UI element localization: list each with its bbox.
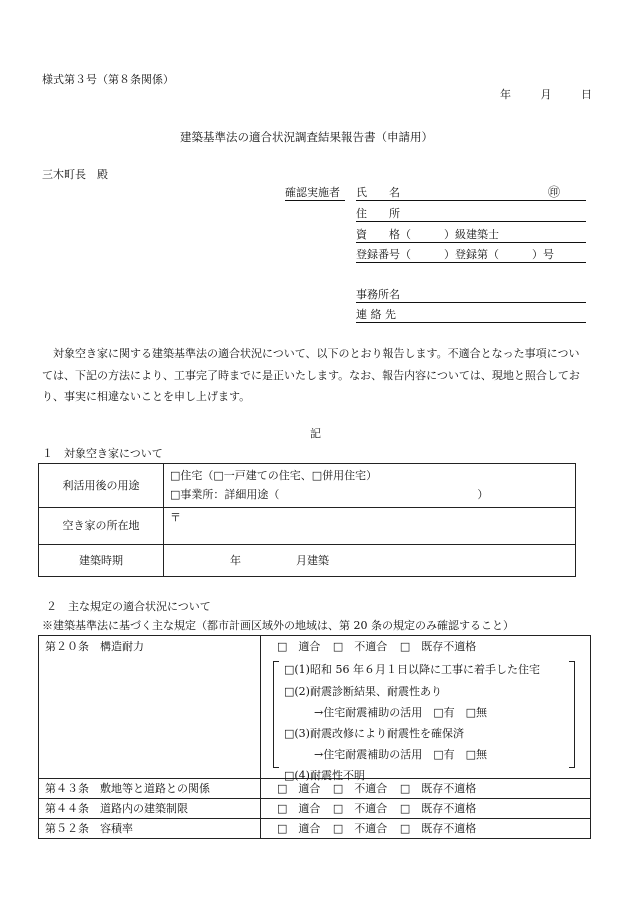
seismic-detail-box: [277, 654, 590, 782]
section1-heading: １ 対象空き家について: [42, 447, 163, 460]
address-field[interactable]: [356, 221, 586, 222]
article-52-option-existing[interactable]: □ 既存不適格: [399, 821, 477, 835]
registration-field[interactable]: [356, 262, 586, 263]
section1-table: [38, 463, 576, 577]
location-cell[interactable]: [164, 508, 576, 545]
article-20-option-compliant[interactable]: □ 適合: [277, 640, 321, 653]
location-label: 空き家の所在地: [39, 508, 164, 545]
registration-label: 登録番号（ ）登録第（ ）号: [356, 248, 554, 261]
article-43-option-existing[interactable]: □ 既存不適格: [399, 781, 477, 795]
article-43-option-compliant[interactable]: □ 適合: [277, 781, 321, 795]
name-label: 氏 名: [356, 186, 400, 199]
form-number: 様式第３号（第８条関係）: [42, 73, 174, 86]
section2-heading: ２ 主な規定の適合状況について: [46, 600, 211, 613]
article-52-option-compliant[interactable]: □ 適合: [277, 821, 321, 835]
office-label: 事務所名: [356, 288, 400, 301]
seismic-item-3-sub[interactable]: →住宅耐震補助の活用 □有 □無: [314, 748, 488, 761]
article-52-label: 第５２条 容積率: [39, 819, 261, 839]
article-44-cell: [261, 799, 591, 819]
article-52-cell: [261, 819, 591, 839]
office-field[interactable]: [356, 302, 586, 303]
usage-line-2[interactable]: □事業所：詳細用途（ ）: [170, 488, 489, 501]
article-20-cell: [261, 636, 591, 782]
article-20-options: [277, 640, 485, 654]
article-43-option-noncompliant[interactable]: □ 不適合: [332, 781, 388, 795]
article-20-option-existing[interactable]: □ 既存不適格: [399, 640, 477, 653]
seismic-item-4[interactable]: □(4)耐震性不明: [284, 769, 365, 782]
usage-line-1[interactable]: □住宅（□一戸建ての住宅、□併用住宅）: [170, 469, 378, 482]
body-paragraph: 対象空き家に関する建築基準法の適合状況について、以下のとおり報告します。不適合となった事項については、下記の方法により、工事完了時までに是正いたします。なお、報告内容については、現地と照合しており、事実に相違ないことを申し上げます。: [42, 347, 580, 403]
postal-mark: 〒: [170, 511, 181, 524]
seismic-item-2-sub[interactable]: →住宅耐震補助の活用 □有 □無: [314, 706, 488, 719]
section2-table: [38, 635, 591, 839]
qualification-label: 資 格（ ）級建築士: [356, 228, 499, 241]
ki-heading: 記: [310, 427, 321, 440]
article-43-label: 第４３条 敷地等と道路との関係: [39, 779, 261, 799]
document-title: 建築基準法の適合状況調査結果報告書（申請用）: [180, 130, 433, 144]
article-20-option-noncompliant[interactable]: □ 不適合: [332, 640, 388, 653]
article-20-label: 第２０条 構造耐力: [39, 636, 261, 779]
usage-label: 利活用後の用途: [39, 464, 164, 508]
contact-field[interactable]: [356, 322, 586, 323]
right-bracket: [569, 661, 575, 768]
qualification-field[interactable]: [356, 242, 586, 243]
seal-mark: ㊞: [548, 185, 561, 199]
seismic-item-2[interactable]: □(2)耐震診断結果、耐震性あり: [284, 685, 442, 698]
section2-note: ※建築基準法に基づく主な規定（都市計画区域外の地域は、第 20 条の規定のみ確認すること）: [42, 619, 514, 632]
usage-cell[interactable]: [164, 464, 576, 508]
article-44-option-compliant[interactable]: □ 適合: [277, 801, 321, 815]
article-44-option-existing[interactable]: □ 既存不適格: [399, 801, 477, 815]
era-label: 建築時期: [39, 545, 164, 577]
confirmer-heading: 確認実施者: [285, 186, 340, 199]
article-44-label: 第４４条 道路内の建築制限: [39, 799, 261, 819]
address-label: 住 所: [356, 207, 400, 220]
confirmer-heading-underline: [285, 200, 345, 201]
seismic-item-3[interactable]: □(3)耐震改修により耐震性を確保済: [284, 727, 464, 740]
article-44-option-noncompliant[interactable]: □ 不適合: [332, 801, 388, 815]
left-bracket: [273, 661, 279, 768]
date-line: 年 月 日: [500, 88, 592, 101]
contact-label: 連 絡 先: [356, 308, 396, 321]
article-52-option-noncompliant[interactable]: □ 不適合: [332, 821, 388, 835]
name-field[interactable]: [356, 200, 586, 201]
seismic-item-1[interactable]: □(1)昭和 56 年６月１日以降に工事に着手した住宅: [284, 663, 540, 676]
era-value[interactable]: 年 月建築: [164, 545, 576, 577]
addressee: 三木町長 殿: [42, 168, 108, 181]
